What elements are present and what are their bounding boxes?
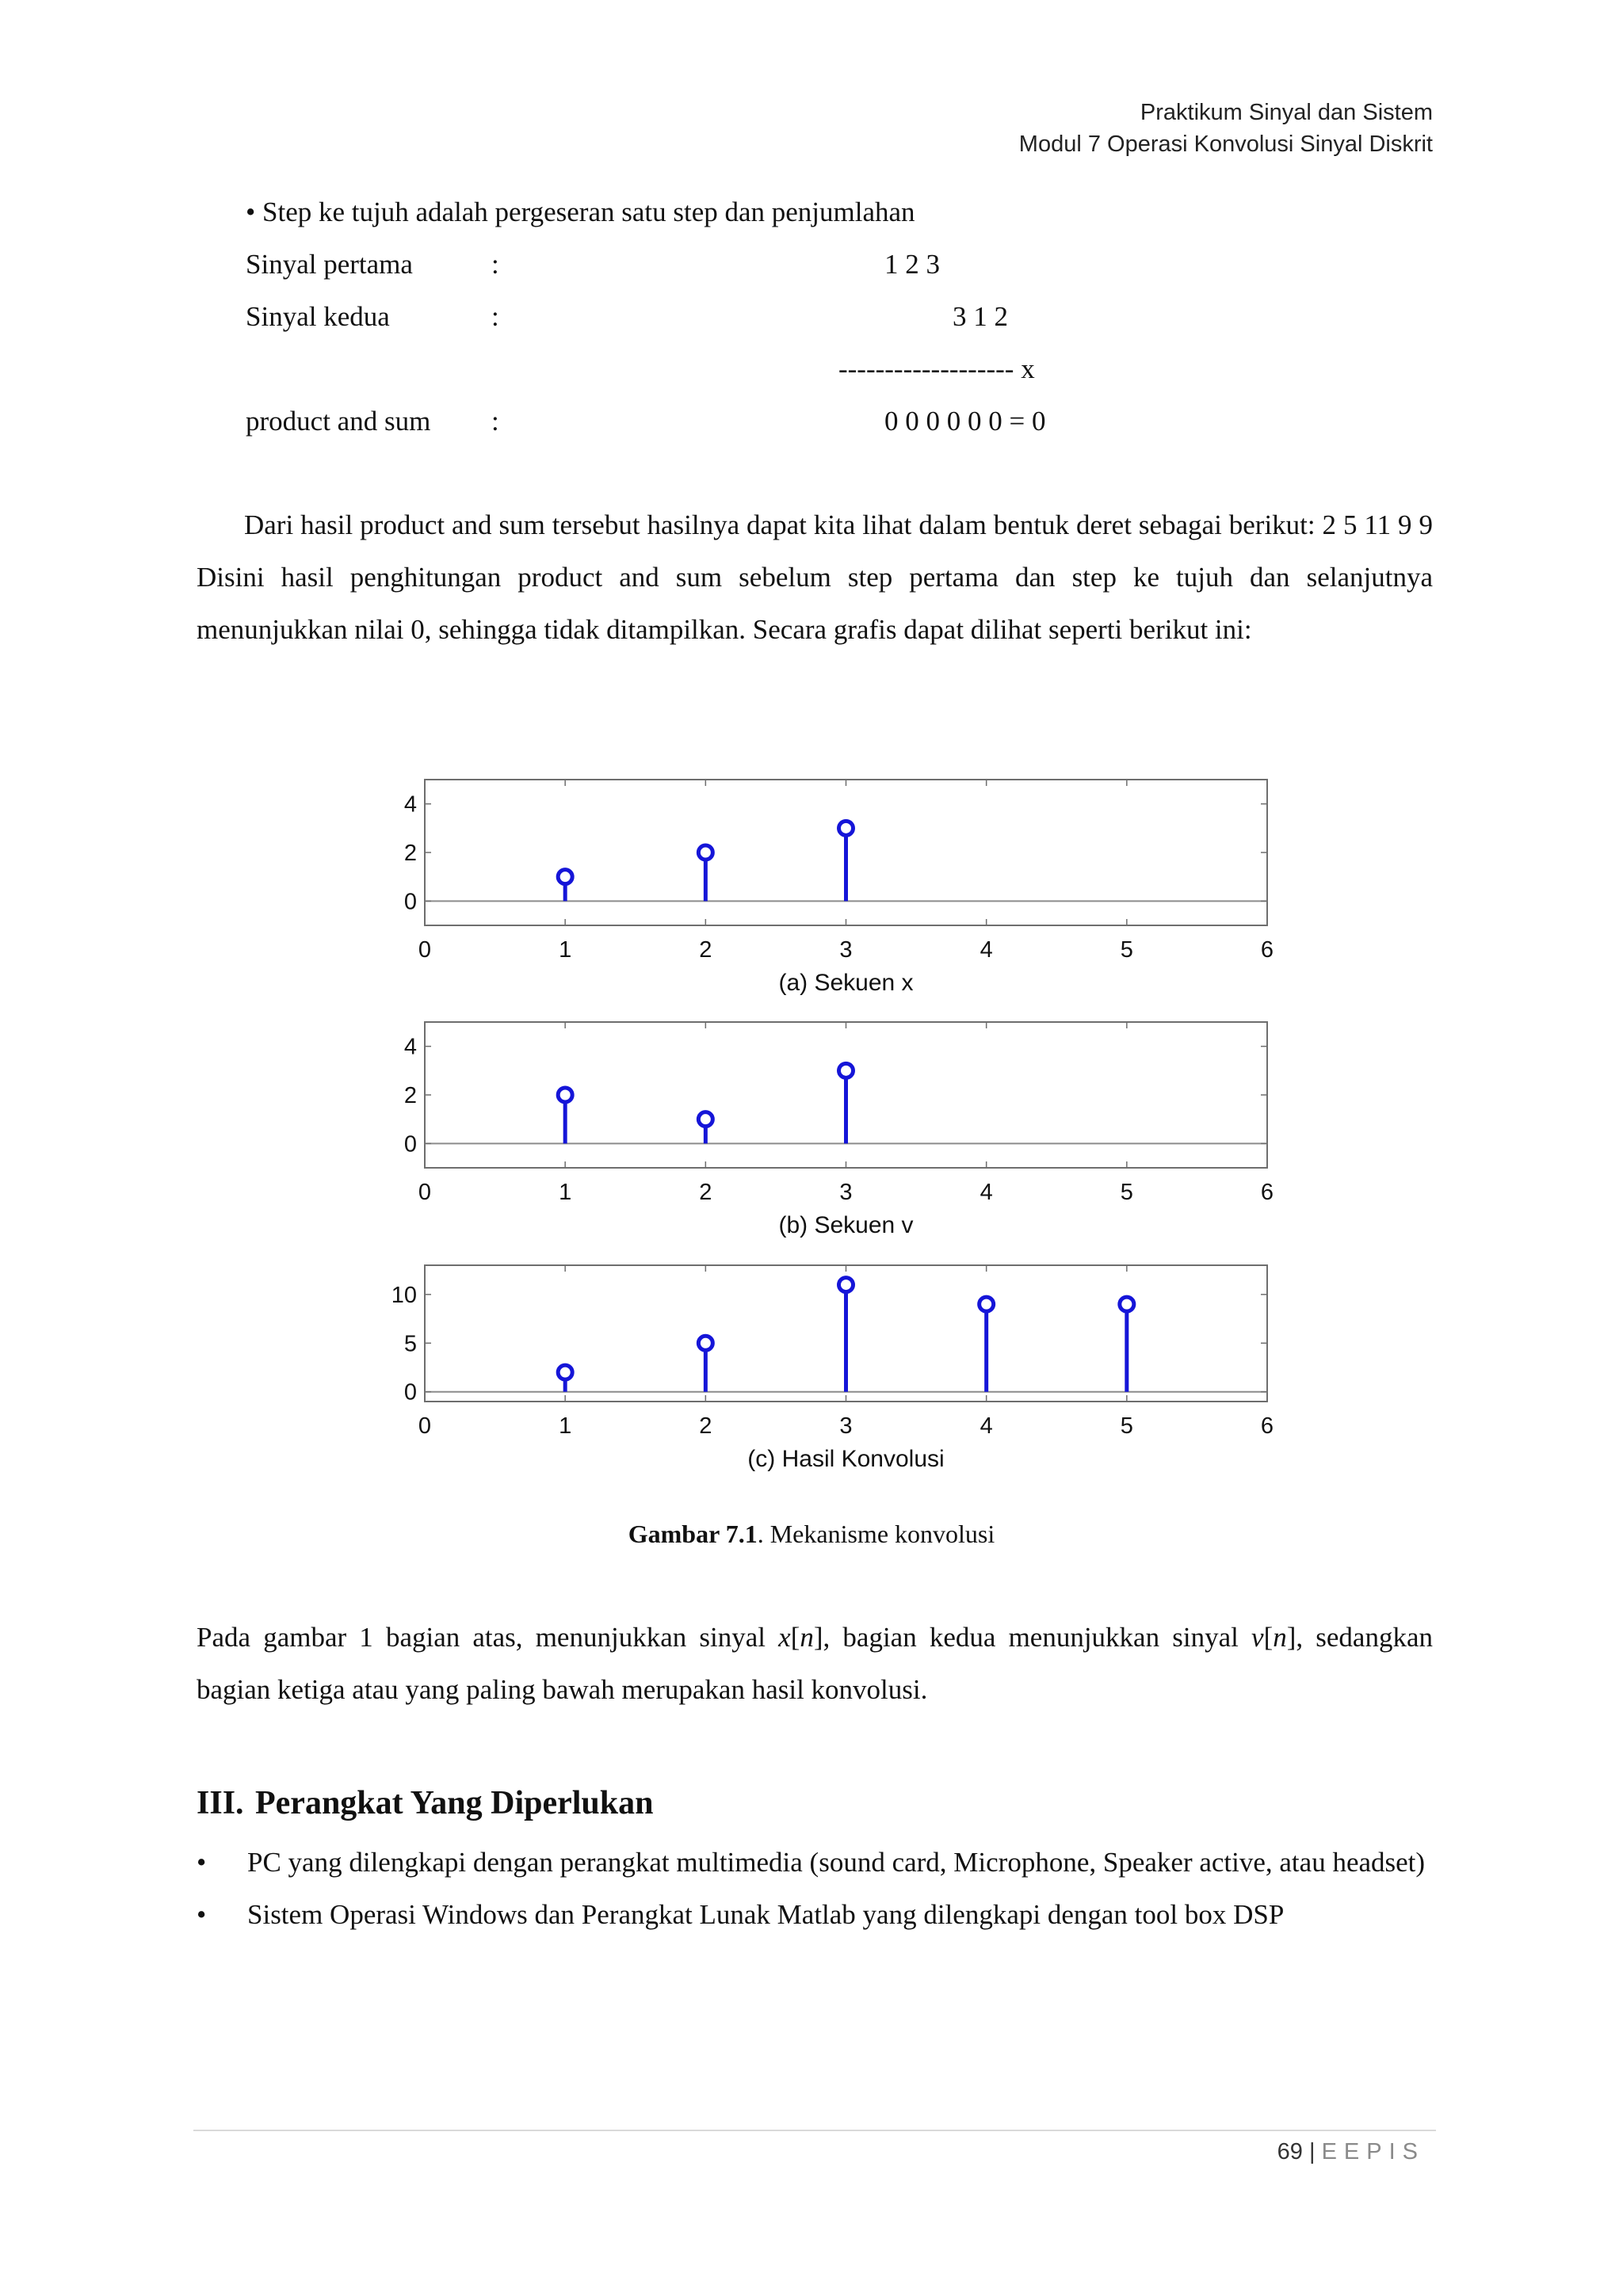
footer-separator: | bbox=[1308, 2139, 1316, 2164]
x-tick-label: 6 bbox=[1260, 1413, 1274, 1439]
page-footer bbox=[1277, 2139, 1425, 2165]
list-item bbox=[197, 1889, 1433, 1941]
section-heading bbox=[197, 1784, 654, 1822]
x-tick-label: 0 bbox=[418, 1180, 432, 1205]
list-item-text: Sistem Operasi Windows dan Perangkat Lunak Matlab yang dilengkapi dengan tool box DSP bbox=[247, 1899, 1285, 1930]
figure-caption bbox=[0, 1520, 1623, 1549]
chart-title: (a) Sekuen x bbox=[778, 970, 914, 996]
y-tick-label: 10 bbox=[391, 1282, 417, 1308]
chart-title: (c) Hasil Konvolusi bbox=[747, 1446, 945, 1472]
paragraph-text-part: , bagian kedua menunjukkan sinyal bbox=[823, 1622, 1252, 1653]
paragraph-text: Dari hasil product and sum tersebut hasilnya dapat kita lihat dalam bentuk deret sebagai berikut: 2 5 11 9 9 Disini hasil penghitungan product and sum sebelum step pertama dan step ke tujuh dan selanjutnya menunjukkan nilai 0, sehingga tidak ditampilkan. Secara grafis dapat dilihat seperti berikut ini: bbox=[197, 509, 1433, 645]
x-tick-label: 5 bbox=[1120, 1180, 1133, 1205]
chart-title: (b) Sekuen v bbox=[778, 1212, 914, 1238]
x-tick-label: 1 bbox=[559, 937, 572, 963]
step-row-value: 3 1 2 bbox=[953, 301, 1008, 332]
step-bullet: • Step ke tujuh adalah pergeseran satu step dan penjumlahan bbox=[246, 196, 915, 227]
y-tick-label: 0 bbox=[403, 1131, 417, 1158]
index-symbol-n: n bbox=[1273, 1622, 1287, 1653]
list-item bbox=[197, 1836, 1433, 1889]
bullet-icon: • bbox=[197, 1899, 207, 1930]
x-tick-label: 3 bbox=[839, 937, 853, 963]
page-number: 69 bbox=[1277, 2139, 1303, 2164]
paragraph-figure-description bbox=[197, 1611, 1433, 1716]
figure-caption-label: Gambar 7.1 bbox=[628, 1520, 758, 1548]
y-tick-label: 4 bbox=[403, 791, 417, 818]
x-tick-label: 3 bbox=[839, 1180, 853, 1205]
x-tick-label: 4 bbox=[980, 1413, 993, 1439]
step-separator: ------------------- x bbox=[838, 353, 1035, 384]
x-tick-label: 1 bbox=[559, 1413, 572, 1439]
figure-caption-text: . Mekanisme konvolusi bbox=[757, 1520, 995, 1548]
x-tick-label: 2 bbox=[699, 1180, 712, 1205]
signal-symbol-v: v bbox=[1251, 1622, 1264, 1653]
x-tick-label: 4 bbox=[980, 1180, 993, 1205]
x-tick-label: 3 bbox=[839, 1413, 853, 1439]
header-module-title: Modul 7 Operasi Konvolusi Sinyal Diskrit bbox=[1018, 132, 1433, 157]
x-tick-label: 0 bbox=[418, 1413, 432, 1439]
x-tick-label: 6 bbox=[1260, 937, 1274, 963]
paragraph-text: Pada gambar 1 bagian atas, menunjukkan sinyal x[n], bagian kedua menunjukkan sinyal v[n], sedangkan bagian ketiga atau yang paling bawah merupakan hasil konvolusi. bbox=[197, 1622, 1434, 1705]
y-tick-label: 0 bbox=[403, 1379, 417, 1405]
x-tick-label: 1 bbox=[559, 1180, 572, 1205]
x-tick-label: 5 bbox=[1120, 1413, 1133, 1439]
footer-brand: EEPIS bbox=[1321, 2139, 1425, 2164]
bullet-icon: • bbox=[197, 1847, 207, 1878]
step-row-label: product and sum bbox=[246, 406, 431, 437]
y-tick-label: 4 bbox=[403, 1034, 417, 1060]
y-tick-label: 0 bbox=[403, 889, 417, 915]
x-tick-label: 6 bbox=[1260, 1180, 1274, 1205]
section-title: Perangkat Yang Diperlukan bbox=[255, 1785, 654, 1821]
signal-symbol-x: x bbox=[778, 1622, 791, 1653]
x-tick-label: 0 bbox=[418, 937, 432, 963]
x-tick-label: 2 bbox=[699, 937, 712, 963]
x-tick-label: 5 bbox=[1120, 937, 1133, 963]
equipment-list bbox=[197, 1836, 1433, 1941]
step-row-value: 1 2 3 bbox=[884, 249, 940, 280]
footer-divider bbox=[193, 2130, 1436, 2131]
step-row-colon: : bbox=[491, 301, 499, 332]
index-symbol-n: n bbox=[800, 1622, 814, 1653]
y-tick-label: 2 bbox=[403, 1083, 417, 1108]
step-row-value: 0 0 0 0 0 0 = 0 bbox=[884, 406, 1046, 437]
list-item-text: PC yang dilengkapi dengan perangkat multimedia (sound card, Microphone, Speaker active, atau headset) bbox=[247, 1847, 1426, 1878]
step-row-label: Sinyal pertama bbox=[246, 249, 413, 280]
paragraph-text-part: , sedangkan bagian ketiga atau yang paling bawah merupakan hasil konvolusi. bbox=[197, 1622, 1434, 1705]
header-course-title: Praktikum Sinyal dan Sistem bbox=[1140, 100, 1433, 125]
y-tick-label: 5 bbox=[403, 1331, 417, 1357]
x-tick-label: 2 bbox=[699, 1413, 712, 1439]
x-tick-label: 4 bbox=[980, 937, 993, 963]
step-row-label: Sinyal kedua bbox=[246, 301, 390, 332]
step-row-colon: : bbox=[491, 406, 499, 437]
paragraph-text-part: Pada gambar 1 bagian atas, menunjukkan sinyal bbox=[197, 1622, 779, 1653]
step-row-colon: : bbox=[491, 249, 499, 280]
y-tick-label: 2 bbox=[403, 841, 417, 866]
section-number: III. bbox=[197, 1785, 244, 1821]
